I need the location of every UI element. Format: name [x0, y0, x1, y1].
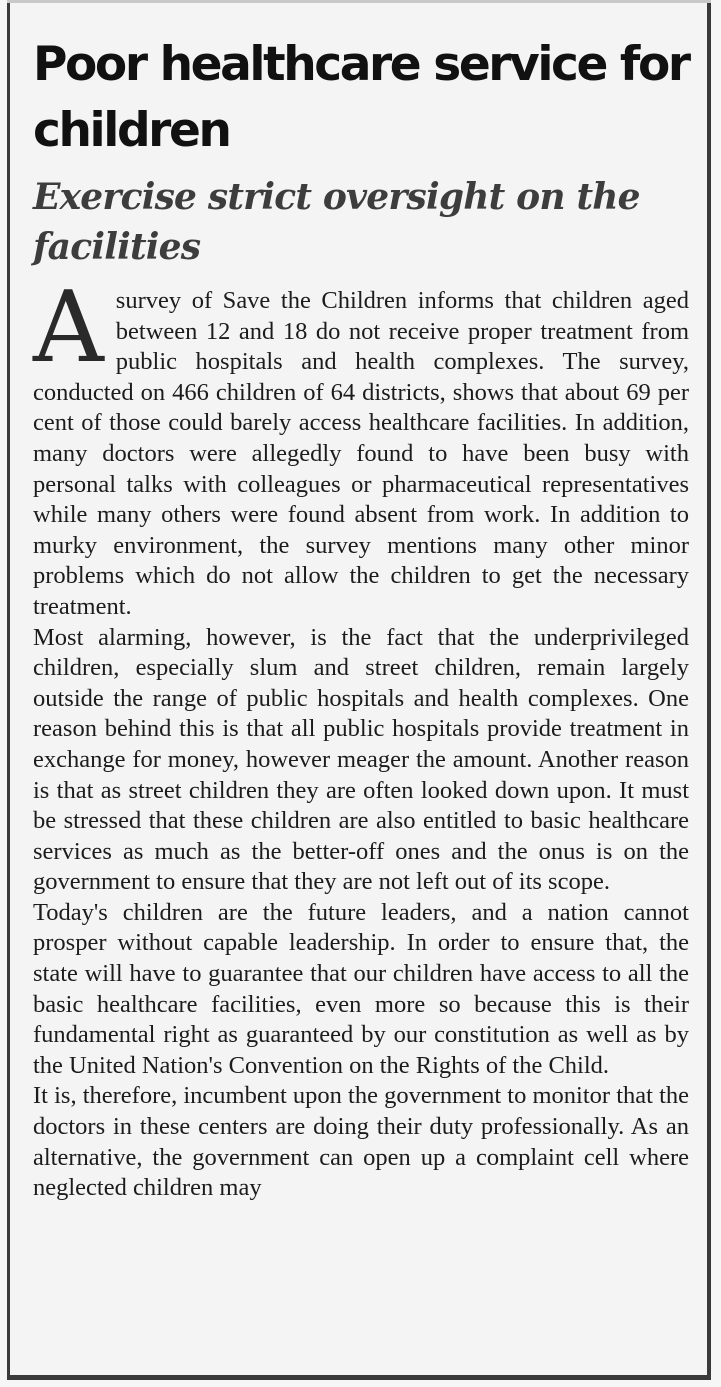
paragraph-3: Today's children are the future leaders, and a nation cannot prosper without capable leadership. In order to ensure that, the state will have to guarantee that our children have access to all the basic healthcare facilities, even more so because this is their fundamental right as guaranteed by our constitution as well as by the United Nation's Convention on the Rights of the Child. [33, 898, 689, 1079]
top-rule [7, 0, 711, 3]
headline: Poor healthcare service for children [33, 37, 689, 158]
paragraph-1 [33, 271, 689, 623]
paragraph-1-text: survey of Save the Children informs that children aged between 12 and 18 do not receive proper treatment from public hospitals and health complexes. The survey, conducted on 466 children of 64 districts, shows that about 69 per cent of those could barely access healthcare facilities. In addition, many doctors were allegedly found to have been busy with personal talks with colleagues or pharmaceutical representatives while many others were found absent from work. In addition to murky environment, the survey mentions many other minor problems which do not allow the children to get the necessary treatment. [33, 287, 689, 620]
paragraph-4: It is, therefore, incumbent upon the government to monitor that the doctors in these centers are doing their duty professionally. As an alternative, the government can open up a complaint cell where neglected children may [33, 1082, 689, 1202]
article-body [33, 271, 689, 1204]
paragraph-2: Most alarming, however, is the fact that the underprivileged children, especially slum and street children, remain largely outside the range of public hospitals and health complexes. One reason behind this is that all public hospitals provide treatment in exchange for money, however meager the amount. Another reason is that as street children they are often looked down upon. It must be stressed that these children are also entitled to basic healthcare services as much as the better-off ones and the onus is on the government to ensure that they are not left out of its scope. [33, 623, 689, 896]
subheadline: Exercise strict oversight on the facilities [33, 176, 640, 268]
drop-cap: A [33, 271, 104, 385]
